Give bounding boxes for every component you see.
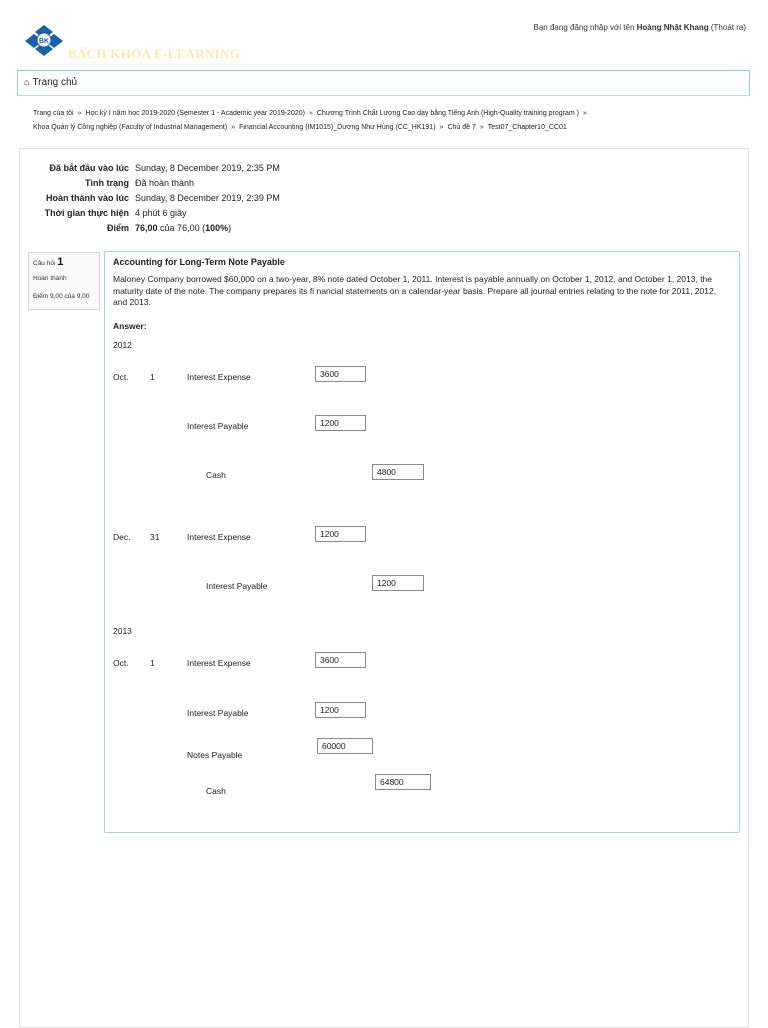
home-label: Trang chủ [32,77,78,88]
summary-started-label: Đã bắt đầu vào lúc [49,163,129,173]
year-2013: 2013 [113,626,132,636]
entry-day: 1 [150,372,155,382]
question-title: Accounting for Long-Term Note Payable [113,257,285,267]
home-icon: ⌂ [24,77,30,87]
account-label: Cash [206,786,226,796]
grade-of: của 76,00 [160,223,200,233]
entry-month: Oct. [113,658,129,668]
breadcrumb-item[interactable]: Chủ đề 7 [447,124,476,131]
account-label: Interest Payable [206,581,268,591]
entry-day: 31 [150,532,160,542]
answer-label: Answer: [113,321,147,331]
breadcrumb-line2: Khoa Quản lý Công nghiệp (Faculty of Industrial Management) » Financial Accounting (IM1015)_Dương Như Hùng (CC_HK191) » Chủ đề 7 » Test07_Chapter10_CC01 [33,124,567,131]
grade-score: 76,00 [135,223,158,233]
account-label: Interest Expense [187,658,251,668]
entry-day: 1 [150,658,155,668]
home-link[interactable] [24,77,77,88]
question-info [28,252,100,310]
login-prefix: Bạn đang đăng nhập với tên [533,23,635,32]
breadcrumb-item[interactable]: Chương Trình Chất Lượng Cao dạy bằng Tiếng Anh (High-Quality training program ) [316,110,580,117]
summary-grade-label: Điểm [106,223,129,233]
user-name-link[interactable]: Hoàng Nhật Khang [636,23,709,32]
summary-started-value: Sunday, 8 December 2019, 2:35 PM [135,163,280,173]
answer-input[interactable] [315,366,366,382]
answer-input[interactable] [315,526,366,542]
logout-link[interactable]: (Thoát ra) [710,23,746,32]
breadcrumb-item[interactable]: Học kỳ I năm học 2019-2020 (Semester 1 - Academic year 2019-2020) [85,110,305,117]
summary-state-label: Tình trạng [85,178,129,188]
question-number: Câu hỏi 1 [33,256,64,268]
summary-grade-value: 76,00 của 76,00 (100%) [135,223,232,233]
answer-input[interactable] [372,464,424,480]
grade-percent: 100% [205,223,229,233]
breadcrumb-item[interactable]: Trang của tôi [33,110,74,117]
breadcrumb: Trang của tôi » Học kỳ I năm học 2019-2020 (Semester 1 - Academic year 2019-2020) » Chương Trình Chất Lượng Cao dạy bằng Tiếng Anh (High-Quality training program ) » [33,110,587,117]
question-status: Hoàn thành [33,275,67,282]
breadcrumb-item[interactable]: Test07_Chapter10_CC01 [487,124,567,131]
summary-state-value: Đã hoàn thành [135,178,195,188]
account-label: Notes Payable [187,750,243,760]
answer-input[interactable] [375,774,431,790]
breadcrumb-item[interactable]: Khoa Quản lý Công nghiệp (Faculty of Industrial Management) [33,124,228,131]
answer-input[interactable] [315,702,366,718]
summary-completed-label: Hoàn thành vào lúc [45,193,129,203]
summary-completed-value: Sunday, 8 December 2019, 2:39 PM [135,193,280,203]
account-label: Cash [206,470,226,480]
entry-month: Oct. [113,372,129,382]
year-2012: 2012 [113,340,132,350]
site-logo[interactable] [24,24,64,58]
svg-text:BK: BK [38,38,50,45]
brand-name: BÁCH KHOA E-LEARNING [68,46,241,61]
breadcrumb-item[interactable]: Financial Accounting (IM1015)_Dương Như Hùng (CC_HK191) [239,124,436,131]
answer-input[interactable] [315,415,366,431]
entry-month: Dec. [113,532,131,542]
question-grade: Điểm 9,00 của 9,00 [33,293,90,300]
answer-input[interactable] [317,738,373,754]
account-label: Interest Payable [187,421,249,431]
summary-time-value: 4 phút 6 giây [135,208,187,218]
account-label: Interest Expense [187,372,251,382]
login-info [534,23,746,32]
answer-input[interactable] [372,575,424,591]
navbar [17,70,750,96]
answer-input[interactable] [315,652,366,668]
summary-time-label: Thời gian thực hiện [44,208,129,218]
account-label: Interest Payable [187,708,249,718]
account-label: Interest Expense [187,532,251,542]
question-box [104,251,740,833]
question-text: Maloney Company borrowed $60,000 on a two-year, 8% note dated October 1, 2011. Interest is payable annually on October 1, 2012, and October 1, 2013, the maturity date of the note. The company prepares its fi nancial statements on a calendar-year basis. Prepare all journal entries relating to the note for 2011, 2012, and 2013. [113,274,717,307]
